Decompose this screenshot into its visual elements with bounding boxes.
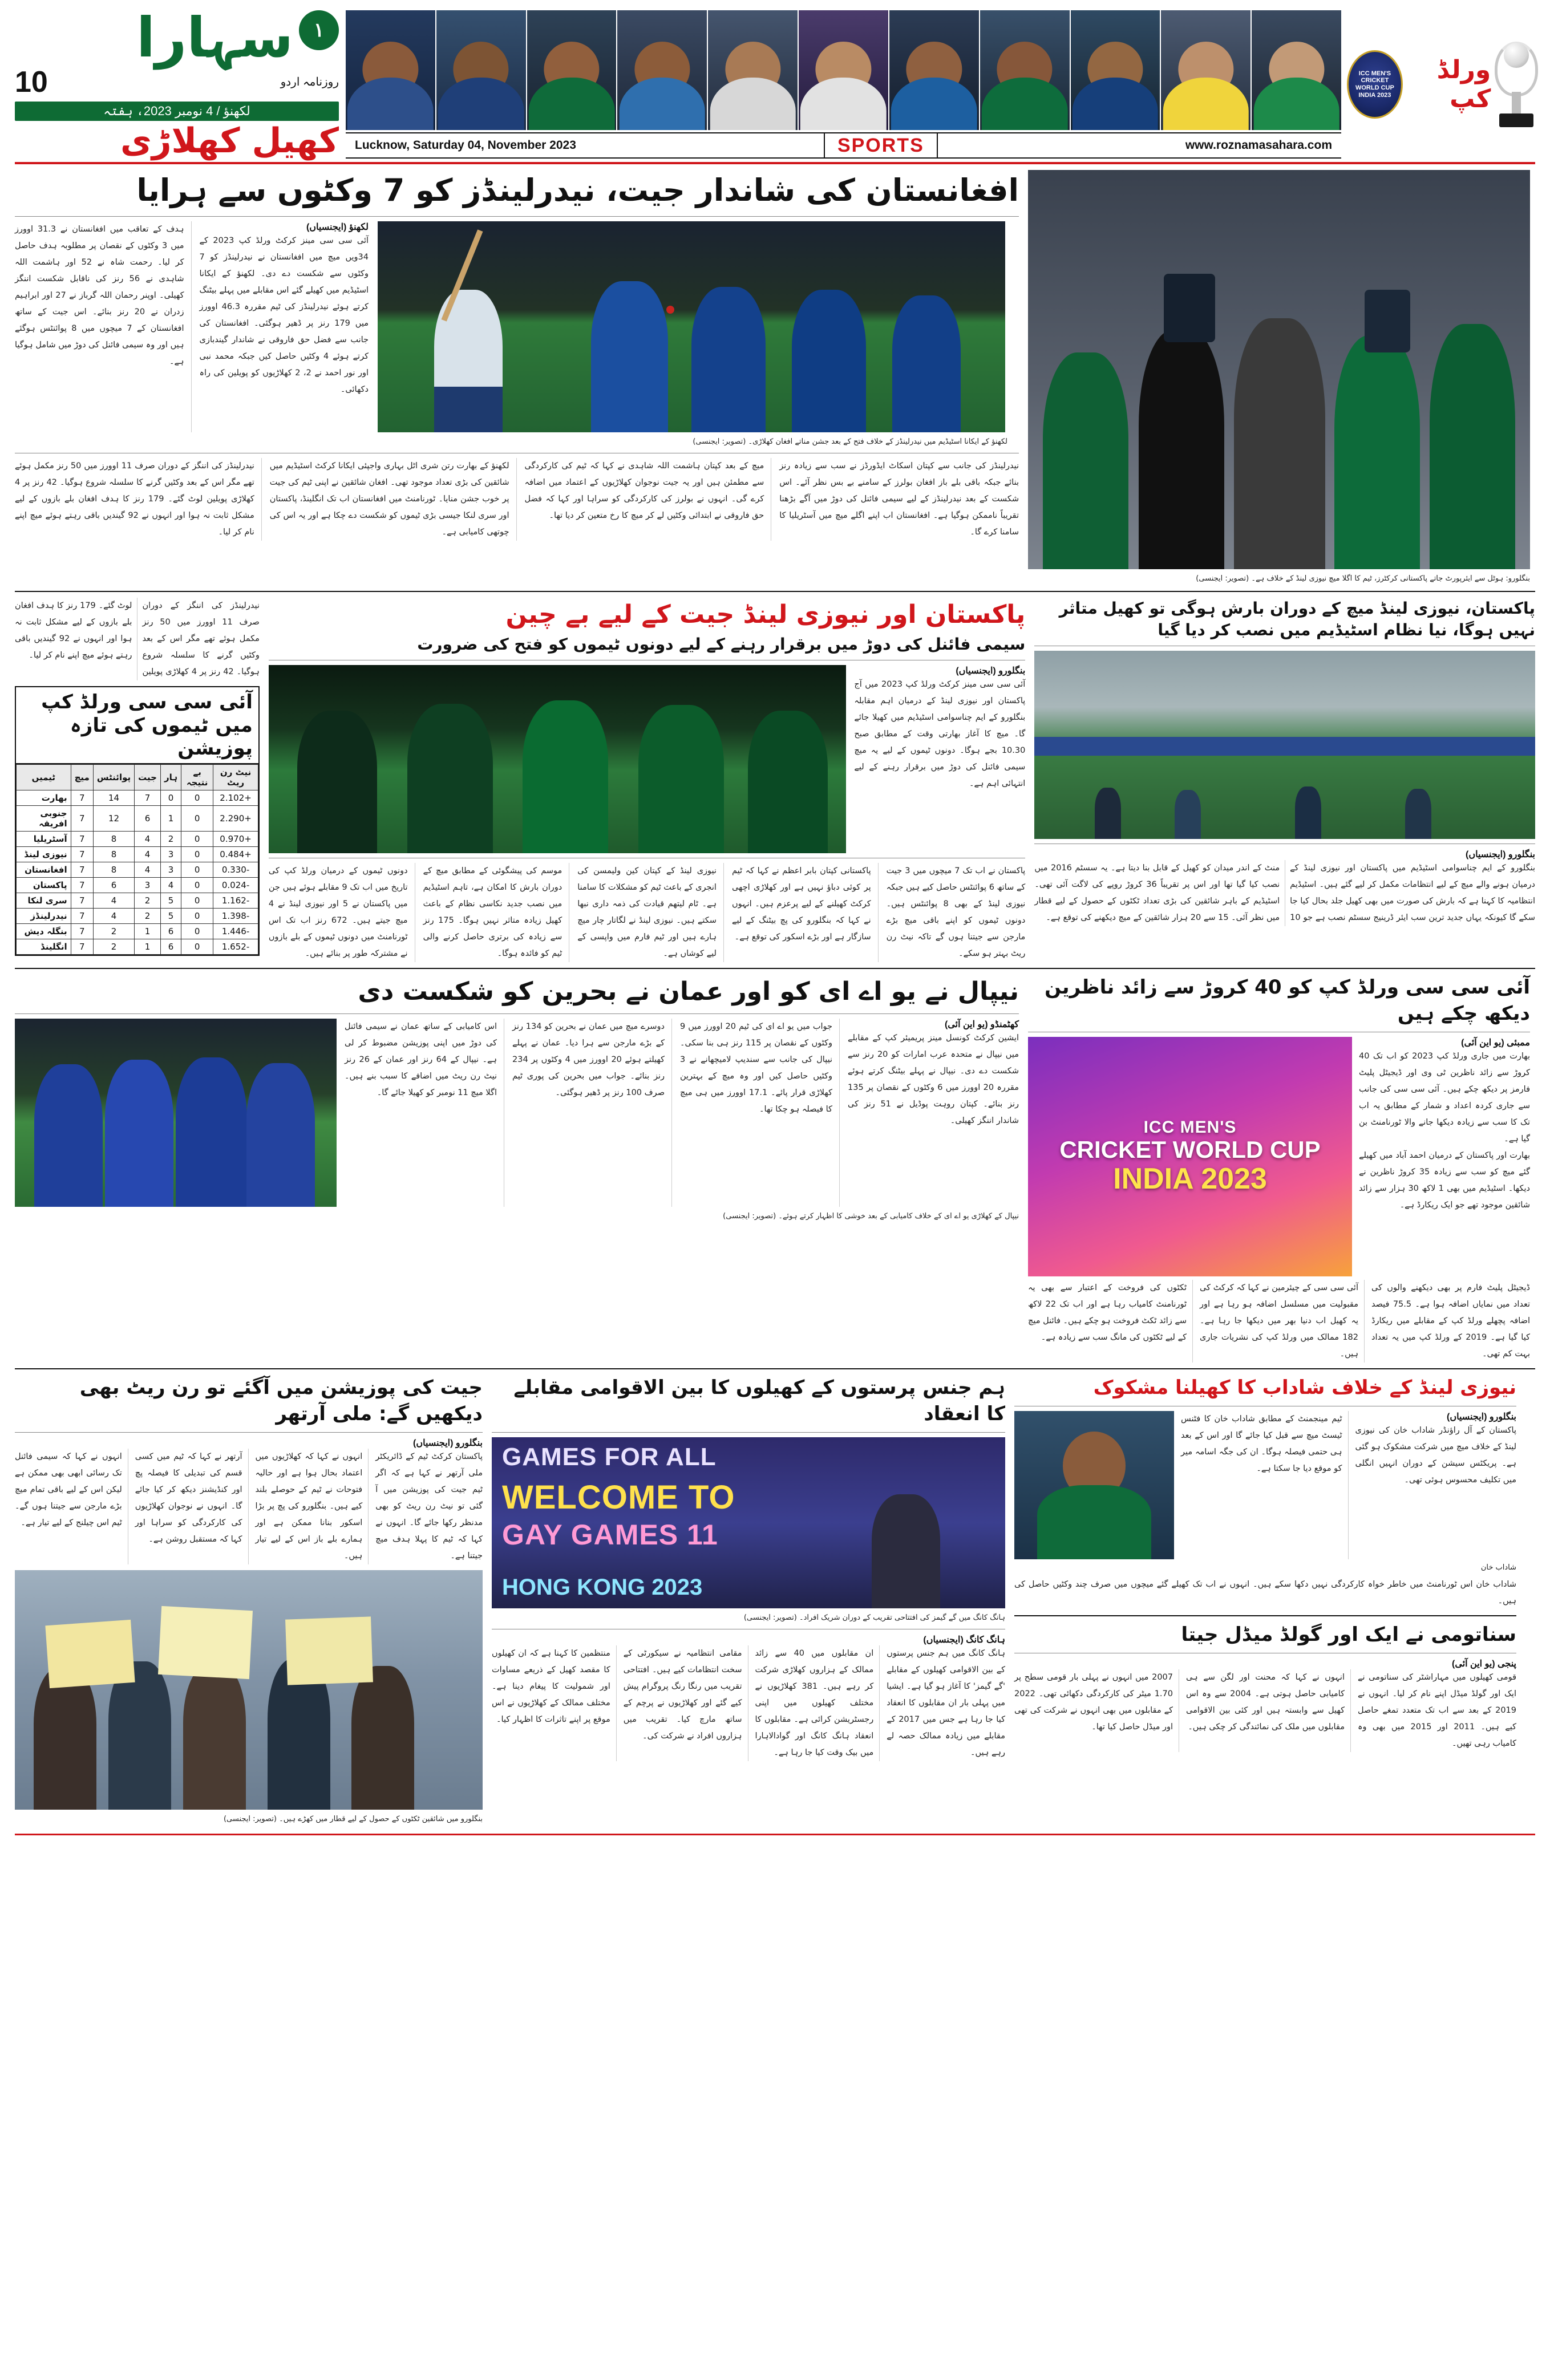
story-viewers (1028, 975, 1530, 1363)
gaygames-paragraph: ہانگ کانگ میں ہم جنس پرستوں کے بین الاقوامی کھیلوں کے مقابلے 'گے گیمز' کا آغاز ہو گیا ہے۔ ایشیا میں پہلی بار ان مقابلوں کا انعقاد کیا جا رہا ہے جس میں 2017 کے مقابلے میں زیادہ ممالک حصہ لے رہے ہیں۔ (887, 1648, 1005, 1757)
player-photo-strip (346, 10, 1341, 130)
standings-won: 1 (135, 939, 161, 955)
banner-line-2: WELCOME TO (502, 1478, 735, 1516)
arthur-dateline: بنگلورو (ایجنسیاں) (412, 1438, 483, 1448)
table-row (17, 909, 258, 924)
masthead-right (1341, 10, 1535, 159)
standings-team: بنگلہ دیش (17, 924, 71, 939)
standings-lost: 0 (160, 790, 181, 806)
edition-date-en: Lucknow, Saturday 04, November 2023 (355, 139, 576, 152)
standings-noresult: 0 (181, 878, 213, 893)
lead-row (15, 170, 1535, 585)
standings-lost: 6 (160, 924, 181, 939)
story2-paragraph: پاکستان نے اب تک 7 میچوں میں 3 جیت کے ساتھ 6 پوائنٹس حاصل کیے ہیں جبکہ نیوزی لینڈ کے بھی 8 پوائنٹس ہیں۔ دونوں ٹیموں کو اپنے باقی میچ بڑے مارجن سے جیتنا ہوں گے تاکہ نیٹ رن ریٹ بہتر ہو سکے۔ (886, 866, 1026, 959)
lead-paragraph: نیدرلینڈز کی جانب سے کپتان اسکاٹ ایڈورڈز نے سب سے زیادہ رنز بنائے جبکہ باقی بلے باز افغان بولرز کے سامنے بے بس نظر آئے۔ اس شکست کے بعد نیدرلینڈز کے لیے سیمی فائنل کی دوڑ میں آگے بڑھنا تقریباً ناممکن ہوگیا ہے۔ افغانستان اب اپنے اگلے میچ میں آسٹریلیا کا سامنا کرے گا۔ (779, 461, 1019, 537)
standings-points: 8 (93, 862, 134, 878)
lead-paragraph: میچ کے بعد کپتان ہاشمت اللہ شاہدی نے کہا کہ ٹیم کی کارکردگی سے مطمئن ہیں اور یہ جیت نوجوان کھلاڑیوں کے اعتماد میں اضافہ کرے گی۔ انہوں نے بولرز کی کارکردگی کو سراہا اور کہا کہ فضل حق فاروقی نے ابتدائی وکٹیں لے کر میچ کا رخ متعین کر دیا تھا۔ (524, 461, 764, 520)
lead-paragraph: ہدف کے تعاقب میں افغانستان نے 31.3 اوورز میں 3 وکٹوں کے نقصان پر مطلوبہ ہدف حاصل کر لیا۔ رحمت شاہ نے 52 اور ہاشمت اللہ شاہدی نے 56 رنز کی ناقابل شکست اننگز کھیلی۔ اوپنر رحمان اللہ گرباز نے 27 اور ابراہیم زدران نے 20 رنز بنائے۔ اس جیت کے ساتھ افغانستان کے 7 میچوں میں 8 پوائنٹس ہوگئے ہیں اور وہ سیمی فائنل کی دوڑ میں شامل ہوگیا ہے۔ (15, 224, 184, 366)
paper-title-urdu: سہارا (136, 5, 293, 70)
standings-played: 7 (71, 862, 93, 878)
masthead-center (346, 10, 1341, 159)
page-number: 10 (15, 65, 48, 99)
lead-paragraph: آئی سی سی مینز کرکٹ ورلڈ کپ 2023 کے 34ویں میچ میں افغانستان نے نیدرلینڈز کو 7 وکٹوں سے شکست دے دی۔ لکھنؤ کے ایکانا اسٹیڈیم میں کھیلے گئے اس مقابلے میں پہلے بیٹنگ کرتے ہوئے نیدرلینڈز کی ٹیم مقررہ 46.3 اوورز میں 179 رنز پر ڈھیر ہوگئی۔ افغانستان کی جانب سے فضل حق فاروقی نے شاندار گیندبازی کرتے ہوئے 4 وکٹیں حاصل کیں جبکہ محمد نبی اور نور احمد نے 2، 2 کھلاڑیوں کو پویلین کی راہ دکھائی۔ (199, 236, 369, 394)
player-portrait (617, 10, 707, 130)
masthead-left (15, 5, 346, 161)
standings-won: 4 (135, 862, 161, 878)
standings-team: نیوزی لینڈ (17, 847, 71, 862)
lead-photo (378, 221, 1005, 432)
story-nepal (15, 975, 1019, 1363)
standings-lost: 3 (160, 847, 181, 862)
standings-played: 7 (71, 924, 93, 939)
player-portrait (436, 10, 526, 130)
story2-paragraph: آئی سی سی مینز کرکٹ ورلڈ کپ 2023 میں آج پاکستان اور نیوزی لینڈ کے درمیان اہم مقابلہ بنگلورو کے ایم چناسوامی اسٹیڈیم میں کھیلا جائے گا۔ میچ کا آغاز بھارتی وقت کے مطابق صبح 10.30 بجے ہوگا۔ دونوں ٹیموں کے لیے یہ میچ سیمی فائنل کی دوڑ میں برقرار رہنے کے لیے انتہائی اہم ہے۔ (854, 680, 1026, 789)
col-nrr: نیٹ رن ریٹ (213, 765, 258, 790)
standings-won: 6 (135, 806, 161, 832)
col-lost: ہار (160, 765, 181, 790)
paper-emblem-icon: ۱ (299, 10, 339, 50)
standings-played: 7 (71, 878, 93, 893)
standings-won: 2 (135, 893, 161, 909)
standings-team: سری لنکا (17, 893, 71, 909)
standings-nrr: +0.484 (213, 847, 258, 862)
arthur-paragraph: انہوں نے کہا کہ سیمی فائنل تک رسائی ابھی بھی ممکن ہے لیکن اس کے لیے باقی تمام میچ بڑے مارجن سے جیتنا ہوں گے۔ ٹیم اس چیلنج کے لیے تیار ہے۔ (15, 1451, 122, 1527)
standings-noresult: 0 (181, 790, 213, 806)
shadab-photo (1014, 1411, 1174, 1559)
standings-team: بھارت (17, 790, 71, 806)
standings-lost: 5 (160, 909, 181, 924)
story2-subhead: سیمی فائنل کی دوڑ میں برقرار رہنے کے لیے دونوں ٹیموں کو فتح کی ضرورت (417, 635, 1026, 654)
story-arthur (15, 1375, 483, 1826)
arthur-paragraph: پاکستان کرکٹ ٹیم کے ڈائریکٹر ملی آرتھر نے کہا ہے کہ اگر ٹیم جیت کی پوزیشن میں آ گئی تو نیٹ رن ریٹ کو بھی مدنظر رکھا جائے گا۔ انہوں نے کہا کہ ٹیم کا پہلا ہدف میچ جیتنا ہے۔ (375, 1451, 483, 1560)
banner-line-1: GAMES FOR ALL (502, 1442, 717, 1471)
poster-line3: INDIA 2023 (1113, 1162, 1267, 1196)
story2-paragraph: دونوں ٹیموں کے درمیان ورلڈ کپ کی تاریخ میں اب تک 9 مقابلے ہوئے ہیں جن میں پاکستان نے 5 اور نیوزی لینڈ نے 4 میچ جیتے ہیں۔ 672 رنز اب تک اس ٹورنامنٹ میں دونوں ٹیموں کے بلے بازوں نے مشترکہ طور پر بنائے ہیں۔ (268, 866, 408, 959)
standings-points: 12 (93, 806, 134, 832)
story2-paragraph: پاکستانی کپتان بابر اعظم نے کہا کہ ٹیم پر کوئی دباؤ نہیں ہے اور کھلاڑی اچھی کرکٹ کھیلنے کے لیے پرعزم ہیں۔ انہوں نے کہا کہ بنگلورو کی پچ بیٹنگ کے لیے سازگار ہے اور بڑے اسکور کی توقع ہے۔ (731, 866, 871, 942)
standings-nrr: +0.970 (213, 832, 258, 847)
shadab-paragraph: ٹیم مینجمنٹ کے مطابق شاداب خان کا فٹنس ٹیسٹ میچ سے قبل کیا جائے گا اور اس کے بعد ہی حتمی فیصلہ ہوگا۔ ان کی جگہ اسامہ میر کو موقع دیا جا سکتا ہے۔ (1181, 1414, 1342, 1473)
worldcup-logo-icon (1347, 50, 1403, 119)
gaygames-photo-caption: ہانگ کانگ میں گے گیمز کی افتتاحی تقریب کے دوران شریک افراد۔ (تصویر: ایجنسی) (743, 1613, 1005, 1622)
nepal-paragraph: دوسرے میچ میں عمان نے بحرین کو 134 رنز کے بڑے مارجن سے ہرا دیا۔ عمان نے پہلے کھیلتے ہوئے 20 اوورز میں 4 وکٹوں پر 234 رنز بنائے۔ جواب میں بحرین کی پوری ٹیم صرف 100 رنز پر ڈھیر ہوگئی۔ (512, 1021, 665, 1097)
viewers-paragraph: بھارت اور پاکستان کے درمیان احمد آباد میں کھیلے گئے میچ کو سب سے زیادہ 35 کروڑ ناظرین نے دیکھا۔ اسٹیڈیم میں بھی 1 لاکھ 30 ہزار سے زائد شائقین موجود تھے جو ایک ریکارڈ ہے۔ (1359, 1151, 1530, 1210)
standings-noresult: 0 (181, 806, 213, 832)
nepal-photo (15, 1019, 337, 1207)
standings-nrr: -1.162 (213, 893, 258, 909)
standings-lost: 3 (160, 862, 181, 878)
nepal-paragraph: اس کامیابی کے ساتھ عمان نے سیمی فائنل کی دوڑ میں اپنی پوزیشن مضبوط کر لی ہے۔ نیپال کے 64 رنز اور عمان کے 26 رنز نیٹ رن ریٹ میں اضافے کا سبب بنے ہیں۔ اگلا میچ 11 نومبر کو کھیلا جائے گا۔ (345, 1021, 497, 1097)
standings-noresult: 0 (181, 909, 213, 924)
player-portrait (527, 10, 617, 130)
story-gay-games (492, 1375, 1005, 1826)
section-label-en: SPORTS (824, 133, 938, 157)
player-portrait (1161, 10, 1250, 130)
standings-team: نیدرلینڈز (17, 909, 71, 924)
story-pak-nz (269, 598, 1025, 962)
sanatomi-paragraph: انہوں نے کہا کہ محنت اور لگن سے ہی کامیابی حاصل ہوتی ہے۔ 2004 سے وہ اس کھیل سے وابستہ ہیں اور کئی بین الاقوامی مقابلوں میں ملک کی نمائندگی کر چکی ہیں۔ (1186, 1672, 1345, 1732)
gaygames-paragraph: منتظمین کا کہنا ہے کہ ان کھیلوں کا مقصد کھیل کے ذریعے مساوات اور شمولیت کا پیغام دینا ہے۔ مختلف ممالک کے کھلاڑیوں نے اس موقع پر اپنے تاثرات کا اظہار کیا۔ (492, 1648, 610, 1724)
standings-lost: 2 (160, 832, 181, 847)
viewers-headline: آئی سی سی ورلڈ کپ کو 40 کروڑ سے زائد ناظرین دیکھ چکے ہیں (1045, 976, 1530, 1025)
players-departure-photo (1028, 170, 1530, 569)
standings-played: 7 (71, 847, 93, 862)
rain-caption: پاکستان، نیوزی لینڈ میچ کے دوران بارش ہوگی تو کھیل متاثر نہیں ہوگا، نیا نظام اسٹیڈیم میں نصب کر دیا گیا (1059, 599, 1535, 639)
standings-points: 8 (93, 832, 134, 847)
col-points: پوائنٹس (93, 765, 134, 790)
lead-photo-caption: لکھنؤ کے ایکانا اسٹیڈیم میں نیدرلینڈز کے خلاف فتح کے بعد جشن مناتے افغان کھلاڑی۔ (تصویر: ایجنسی) (693, 437, 1007, 446)
table-row (17, 847, 258, 862)
story-shadab-block (1014, 1375, 1516, 1826)
standings-team: جنوبی افریقہ (17, 806, 71, 832)
table-row (17, 893, 258, 909)
player-portrait (1252, 10, 1341, 130)
standings-points: 6 (93, 878, 134, 893)
story2-paragraph: نیوزی لینڈ کے کپتان کین ولیمسن کی انجری کے باعث ٹیم کو مشکلات کا سامنا ہے۔ ٹام لیتھم قیادت کی ذمہ داری نبھا سکتے ہیں۔ نیوزی لینڈ نے لگاتار چار میچ ہارے ہیں اور ٹیم فارم میں واپسی کے لیے کوشاں ہے۔ (577, 866, 717, 959)
arthur-paragraph: آرتھر نے کہا کہ ٹیم میں کسی قسم کی تبدیلی کا فیصلہ پچ اور کنڈیشنز دیکھ کر کیا جائے گا۔ انہوں نے نوجوان کھلاڑیوں کی کارکردگی کو سراہا اور کہا کہ مستقبل روشن ہے۔ (135, 1451, 242, 1544)
worldcup-logo-line1: ICC MEN'S (1358, 70, 1391, 77)
col-nr: بے نتیجہ (181, 765, 213, 790)
gaygames-dateline: ہانگ کانگ (ایجنسیاں) (923, 1635, 1005, 1645)
masthead-info-row (346, 132, 1341, 159)
masthead (15, 5, 1535, 164)
lead-paragraph: نیدرلینڈز کی اننگز کے دوران صرف 11 اوورز میں 50 رنز مکمل ہوئے تھے مگر اس کے بعد وکٹیں گرنے کا سلسلہ شروع ہوگیا۔ 42 رنز پر 4 کھلاڑی پویلین لوٹ گئے۔ 179 رنز کا ہدف افغان بلے بازوں کے لیے مشکل ثابت نہ ہوا اور انہوں نے 92 گیندیں باقی رہتے ہوئے میچ اپنے نام کر لیا۔ (15, 461, 254, 537)
player-portrait (708, 10, 798, 130)
story2-photo (269, 665, 846, 853)
story2-dateline: بنگلورو (ایجنسیاں) (956, 666, 1026, 676)
rain-block (1034, 598, 1535, 962)
arthur-paragraph: انہوں نے کہا کہ کھلاڑیوں میں اعتماد بحال ہوا ہے اور حالیہ فتوحات نے ٹیم کے حوصلے بلند کیے ہیں۔ بنگلورو کی پچ پر بڑا اسکور بنانا ممکن ہے اور ہمارے بلے باز اس کے لیے تیار ہیں۔ (255, 1451, 363, 1560)
standings-noresult: 0 (181, 893, 213, 909)
footer-rule (15, 1834, 1535, 1837)
sanatomi-paragraph: 2007 میں انہوں نے پہلی بار قومی سطح پر 1.70 میٹر کی کارکردگی دکھائی تھی۔ 2022 کے مقابلوں میں بھی انہوں نے شرکت کی تھی اور میڈل حاصل کیا تھا۔ (1014, 1672, 1173, 1732)
bengaluru-dateline: بنگلورو (ایجنسیاں) (1465, 849, 1535, 859)
fourth-row (15, 1375, 1535, 1826)
standings-nrr: -1.652 (213, 939, 258, 955)
standings-won: 2 (135, 909, 161, 924)
lead-dateline: لکھنؤ (ایجنسیاں) (306, 222, 369, 232)
gaygames-paragraph: ان مقابلوں میں 40 سے زائد ممالک کے ہزاروں کھلاڑی شرکت کر رہے ہیں۔ 381 کھلاڑیوں نے مختلف کھیلوں میں اپنی رجسٹریشن کرائی ہے۔ مقابلوں کا انعقاد ہانگ کانگ اور گوادالاہارا میں بیک وقت کیا جا رہا ہے۔ (755, 1648, 874, 1757)
standings-nrr: -1.398 (213, 909, 258, 924)
standings-team: انگلینڈ (17, 939, 71, 955)
third-row (15, 975, 1535, 1363)
players-departure-block (1028, 170, 1530, 585)
standings-lost: 4 (160, 878, 181, 893)
viewers-paragraph: آئی سی سی کے چیئرمین نے کہا کہ کرکٹ کی مقبولیت میں مسلسل اضافہ ہو رہا ہے اور یہ کھیل اب دنیا بھر میں دیکھا جا رہا ہے۔ 182 ممالک میں ورلڈ کپ کی نشریات جاری ہیں۔ (1200, 1283, 1358, 1359)
standings-nrr: +2.290 (213, 806, 258, 832)
standings-nrr: -0.330 (213, 862, 258, 878)
col-team: ٹیمیں (17, 765, 71, 790)
standings-team: پاکستان (17, 878, 71, 893)
standings-table-block (15, 686, 260, 956)
col-won: جیت (135, 765, 161, 790)
standings-played: 7 (71, 806, 93, 832)
viewers-paragraph: بھارت میں جاری ورلڈ کپ 2023 کو اب تک 40 کروڑ سے زائد ناظرین ٹی وی اور ڈیجیٹل پلیٹ فارمز پر دیکھ چکے ہیں۔ آئی سی سی کی جانب سے جاری کردہ اعداد و شمار کے مطابق یہ اب تک کا سب سے زیادہ دیکھا جانے والا ٹورنامنٹ بن گیا ہے۔ (1359, 1052, 1530, 1144)
col-played: میچ (71, 765, 93, 790)
table-row (17, 862, 258, 878)
player-portrait (799, 10, 888, 130)
sanatomi-headline: سناتومی نے ایک اور گولڈ میڈل جیتا (1181, 1623, 1516, 1647)
standings-team: آسٹریلیا (17, 832, 71, 847)
standings-header-row (17, 765, 258, 790)
worldcup-logo-line3: INDIA 2023 (1358, 91, 1391, 99)
paper-kicker: روزنامہ اردو (280, 76, 339, 88)
standings-played: 7 (71, 939, 93, 955)
standings-lost: 1 (160, 806, 181, 832)
standings-noresult: 0 (181, 939, 213, 955)
standings-table (16, 764, 258, 955)
table-row (17, 806, 258, 832)
story2-paragraph: موسم کی پیشگوئی کے مطابق میچ کے دوران بارش کا امکان ہے، تاہم اسٹیڈیم میں نصب جدید نکاسی نظام کے باعث کھیل زیادہ متاثر نہیں ہوگا۔ 175 رنز سے زیادہ کی برتری حاصل کرنے والی ٹیم کو فائدہ ہوگا۔ (423, 866, 562, 959)
standings-noresult: 0 (181, 924, 213, 939)
players-departure-caption: بنگلورو: ہوٹل سے ایئرپورٹ جاتے پاکستانی کرکٹرز، ٹیم کا اگلا میچ نیوزی لینڈ کے خلاف ہے۔ (تصویر: ایجنسی) (1196, 574, 1530, 583)
gaygames-paragraph: مقامی انتظامیہ نے سیکورٹی کے سخت انتظامات کیے ہیں۔ افتتاحی تقریب میں رنگا رنگ پروگرام پیش کیے گئے اور کھلاڑیوں نے پرچم کے ساتھ مارچ کیا۔ تقریب میں ہزاروں افراد نے شرکت کی۔ (623, 1648, 742, 1741)
page-content (15, 170, 1535, 1837)
story2-headline: پاکستان اور نیوزی لینڈ جیت کے لیے بے چین (505, 600, 1026, 630)
shadab-headline: نیوزی لینڈ کے خلاف شاداب کا کھیلنا مشکوک (1093, 1376, 1516, 1400)
player-portrait (1071, 10, 1160, 130)
viewers-paragraph: ٹکٹوں کی فروخت کے اعتبار سے بھی یہ ٹورنامنٹ کامیاب رہا ہے اور اب تک 22 لاکھ سے زائد ٹکٹ فروخت ہو چکے ہیں۔ فائنل میچ کے لیے ٹکٹوں کی مانگ سب سے زیادہ ہے۔ (1028, 1283, 1187, 1343)
standings-played: 7 (71, 909, 93, 924)
shadab-photo-caption: شاداب خان (1480, 1563, 1516, 1572)
nepal-dateline: کھٹمنڈو (یو این آئی) (944, 1019, 1019, 1029)
sanatomi-dateline: پنجی (یو این آئی) (1452, 1659, 1516, 1669)
standings-noresult: 0 (181, 862, 213, 878)
nepal-paragraph: ایشین کرکٹ کونسل مینز پریمیئر کپ کے مقابلے میں نیپال نے متحدہ عرب امارات کو 20 رنز سے شکست دے دی۔ نیپال نے پہلے بیٹنگ کرتے ہوئے مقررہ 20 اوورز میں 6 وکٹوں کے نقصان پر 135 رنز بنائے۔ کپتان روہت پوڈیل نے 51 رنز کی شاندار اننگز کھیلی۔ (848, 1033, 1019, 1125)
standings-won: 7 (135, 790, 161, 806)
bengaluru-body: بنگلورو کے ایم چناسوامی اسٹیڈیم میں پاکستان اور نیوزی لینڈ کے درمیان ہونے والے میچ کے لیے انتظامات مکمل کر لیے گئے ہیں۔ اسٹیڈیم انتظامیہ کا کہنا ہے کہ بارش کی صورت میں بھی کھیل جلد بحال کیا جا سکے گا کیونکہ یہاں جدید ترین سب ایئر ڈرینیج سسٹم نصب ہے جو 10 منٹ کے اندر میدان کو کھیل کے قابل بنا دیتا ہے۔ یہ سسٹم 2016 میں نصب کیا گیا تھا اور اس پر تقریباً 36 کروڑ روپے کی لاگت آئی تھی۔ اسٹیڈیم کے باہر شائقین کی بڑی تعداد ٹکٹوں کے حصول کے لیے قطار میں نظر آئی۔ 15 سے 20 ہزار شائقین کے میچ دیکھنے کی توقع ہے۔ (1034, 863, 1535, 922)
table-row (17, 878, 258, 893)
lead-continuation-text: نیدرلینڈز کی اننگز کے دوران صرف 11 اوورز میں 50 رنز مکمل ہوئے تھے مگر اس کے بعد وکٹیں گرنے کا سلسلہ شروع ہوگیا۔ 42 رنز پر 4 کھلاڑی پویلین لوٹ گئے۔ 179 رنز کا ہدف افغان بلے بازوں کے لیے مشکل ثابت نہ ہوا اور انہوں نے 92 گیندیں باقی رہتے ہوئے میچ اپنے نام کر لیا۔ (15, 601, 260, 677)
standings-lost: 5 (160, 893, 181, 909)
standings-played: 7 (71, 790, 93, 806)
shadab-dateline: بنگلورو (ایجنسیاں) (1446, 1412, 1516, 1422)
website-url[interactable]: www.roznamasahara.com (1185, 139, 1332, 152)
standings-points: 2 (93, 939, 134, 955)
poster-line2: CRICKET WORLD CUP (1059, 1136, 1321, 1163)
shadab-paragraph: شاداب خان اس ٹورنامنٹ میں خاطر خواہ کارکردگی نہیں دکھا سکے ہیں۔ انہوں نے اب تک کھیلے گئے میچوں میں صرف چند وکٹیں حاصل کی ہیں۔ (1014, 1580, 1516, 1606)
sanatomi-paragraph: قومی کھیلوں میں مہاراشٹر کی سناتومی نے ایک اور گولڈ میڈل اپنے نام کر لیا۔ انہوں نے 2019 کے بعد سے اب تک متعدد تمغے حاصل کیے ہیں۔ 2011 اور 2015 میں بھی وہ کامیاب رہی تھیں۔ (1358, 1672, 1516, 1748)
worldcup-label-urdu: ورلڈ کپ (1436, 55, 1491, 113)
lead-story (15, 170, 1019, 585)
table-row (17, 924, 258, 939)
viewers-dateline: ممبئی (یو این آئی) (1461, 1038, 1530, 1048)
nepal-paragraph: جواب میں یو اے ای کی ٹیم 20 اوورز میں 9 وکٹوں کے نقصان پر 115 رنز ہی بنا سکی۔ نیپال کی جانب سے سندیپ لامیچھانے نے 3 وکٹیں حاصل کیں اور وہ میچ کے بہترین کھلاڑی قرار پائے۔ 17.1 اوورز میں ہی میچ کا فیصلہ ہو چکا تھا۔ (680, 1021, 832, 1114)
standings-nrr: -1.446 (213, 924, 258, 939)
standings-points: 4 (93, 909, 134, 924)
ticket-queue-photo (15, 1570, 483, 1810)
nepal-headline: نیپال نے یو اے ای کو اور عمان نے بحرین کو شکست دی (358, 977, 1019, 1007)
section-title-urdu: کھیل کھلاڑی (120, 120, 339, 161)
gaygames-banner-photo (492, 1437, 1005, 1608)
shadab-paragraph: پاکستان کے آل راؤنڈر شاداب خان کی نیوزی لینڈ کے خلاف میچ میں شرکت مشکوک ہو گئی ہے۔ پریکٹس سیشن کے دوران انہیں انگلی میں تکلیف محسوس ہوئی تھی۔ (1355, 1425, 1516, 1485)
trophy-icon (1498, 42, 1535, 127)
second-row (15, 598, 1535, 962)
table-row (17, 939, 258, 955)
arthur-headline: جیت کی پوزیشن میں آگئے تو رن ریٹ بھی دیکھیں گے: ملی آرتھر (79, 1376, 483, 1425)
worldcup-poster (1028, 1037, 1352, 1276)
standings-points: 2 (93, 924, 134, 939)
player-portrait (346, 10, 435, 130)
table-row (17, 832, 258, 847)
standings-points: 14 (93, 790, 134, 806)
ticket-photo-caption: بنگلورو میں شائقین ٹکٹوں کے حصول کے لیے قطار میں کھڑے ہیں۔ (تصویر: ایجنسی) (223, 1814, 483, 1823)
standings-lost: 6 (160, 939, 181, 955)
standings-noresult: 0 (181, 847, 213, 862)
standings-title: آئی سی سی ورلڈ کپ میں ٹیموں کی تازہ پوزیشن (16, 687, 258, 764)
standings-team: افغانستان (17, 862, 71, 878)
poster-line1: ICC MEN'S (1143, 1117, 1237, 1137)
standings-played: 7 (71, 832, 93, 847)
lead-paragraph: لکھنؤ کے بھارت رتن شری اٹل بہاری واجپئی ایکانا کرکٹ اسٹیڈیم میں شائقین کی بڑی تعداد موجود تھی۔ افغان شائقین نے اپنی ٹیم کی جیت پر خوب جشن منایا۔ ٹورنامنٹ میں افغانستان اب تک انگلینڈ، پاکستان اور سری لنکا جیسی بڑی ٹیموں کو شکست دے چکا ہے اور یہ اس کی چوتھی کامیابی ہے۔ (269, 461, 509, 537)
banner-line-3: GAY GAMES 11 (502, 1518, 718, 1551)
standings-won: 3 (135, 878, 161, 893)
standings-nrr: +2.102 (213, 790, 258, 806)
standings-won: 4 (135, 847, 161, 862)
player-portrait (889, 10, 979, 130)
wet-outfield-photo (1034, 651, 1535, 839)
standings-points: 8 (93, 847, 134, 862)
standings-won: 1 (135, 924, 161, 939)
edition-line: لکھنؤ / 4 نومبر 2023، ہفتہ (15, 102, 339, 121)
gaygames-headline: ہم جنس پرستوں کے کھیلوں کا بین الاقوامی مقابلے کا انعقاد (513, 1376, 1005, 1425)
standings-won: 4 (135, 832, 161, 847)
standings-played: 7 (71, 893, 93, 909)
standings-nrr: -0.024 (213, 878, 258, 893)
lead-headline: افغانستان کی شاندار جیت، نیدرلینڈز کو 7 وکٹوں سے ہرایا (136, 172, 1019, 208)
standings-noresult: 0 (181, 832, 213, 847)
table-row (17, 790, 258, 806)
worldcup-logo-line2: CRICKET WORLD CUP (1355, 77, 1394, 91)
player-portrait (980, 10, 1070, 130)
viewers-paragraph: ڈیجیٹل پلیٹ فارم پر بھی دیکھنے والوں کی تعداد میں نمایاں اضافہ ہوا ہے۔ 75.5 فیصد اضافہ پچھلے ورلڈ کپ کے مقابلے میں ریکارڈ کیا گیا ہے۔ 2019 کے ورلڈ کپ میں یہ تعداد بہت کم تھی۔ (1371, 1283, 1531, 1359)
nepal-photo-caption: نیپال کے کھلاڑی یو اے ای کے خلاف کامیابی کے بعد خوشی کا اظہار کرتے ہوئے۔ (تصویر: ایجنسی) (723, 1211, 1019, 1221)
lead-continuation (15, 598, 260, 962)
standings-points: 4 (93, 893, 134, 909)
banner-line-4: HONG KONG 2023 (502, 1574, 703, 1600)
